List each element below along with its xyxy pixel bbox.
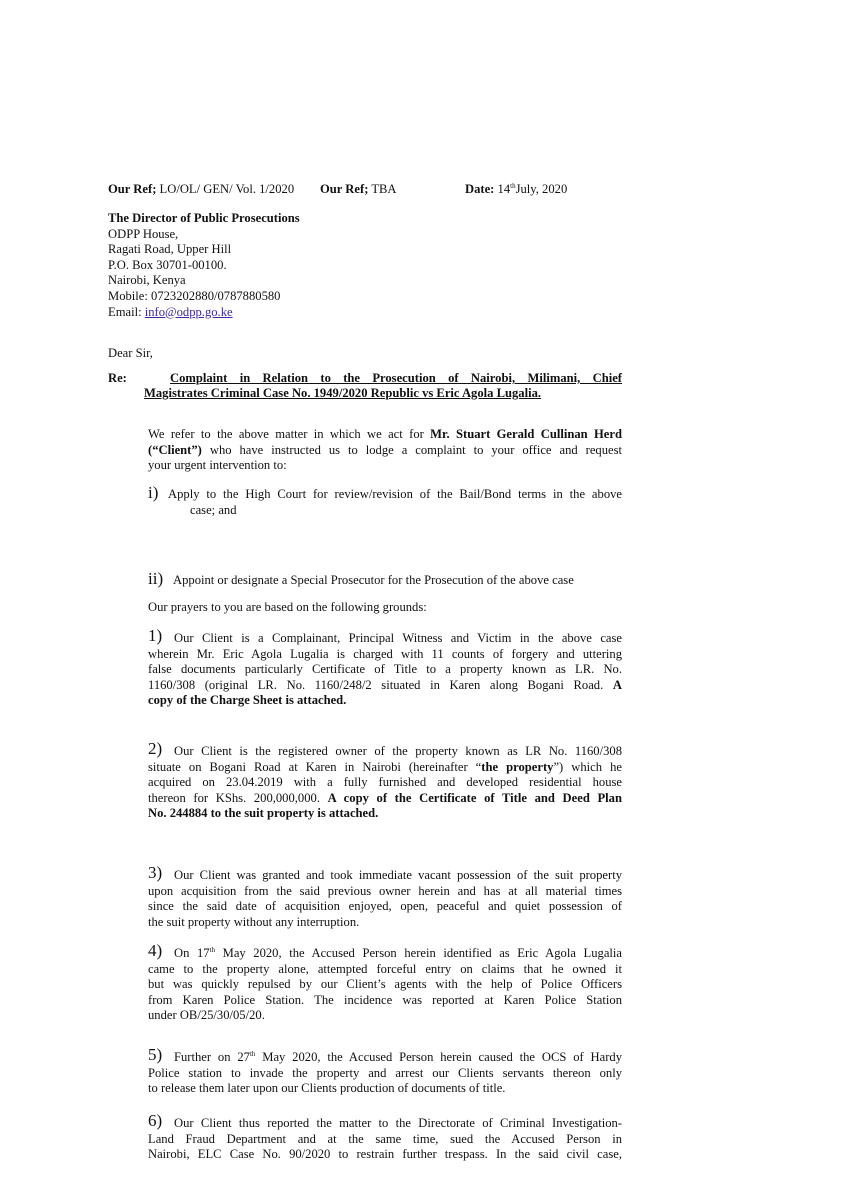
re-subject-line-1: Complaint in Relation to the Prosecution of Nairobi, Milimani, Chief (170, 371, 622, 385)
ground-number: 5) (148, 1045, 163, 1064)
mobile-line: Mobile: 0723202880/0787880580 (108, 288, 281, 303)
address-line: ODPP House, (108, 226, 179, 241)
ground-item: 3) Our Client was granted and took immediate vacant possession of the suit property upon acquisition from the said previous owner herein and has at all material times since the said date of acquisition enjoyed, open, peaceful and quiet possession of the suit property without any interruption. (148, 863, 622, 929)
request-item: i) Apply to the High Court for review/revision of the Bail/Bond terms in the above case; and (148, 483, 622, 517)
ground-item: 6) Our Client thus reported the matter to the Directorate of Criminal Investigation- Land Fraud Department and at the same time, sued the Accused Person in Nairobi, ELC Case No. 90/2020 to restrain further trespass. In the said civil case, (148, 1111, 622, 1162)
ground-item: 4) On 17th May 2020, the Accused Person herein identified as Eric Agola Lugalia came to the property alone, attempted forceful entry on claims that he owned it but was quickly repulsed by our Client’s agents with the help of Police Officers from Karen Police Station. The incidence was reported at Karen Police Station under OB/25/30/05/20. (148, 941, 622, 1023)
request-number: i) (148, 483, 159, 502)
address-line: P.O. Box 30701-00100. (108, 257, 227, 272)
letter-date: Date: 14thJuly, 2020 (465, 182, 568, 196)
re-subject-line-2: Magistrates Criminal Case No. 1949/2020 Republic vs Eric Agola Lugalia. (144, 386, 542, 400)
our-ref-2: Our Ref; TBA (320, 182, 397, 196)
email-link[interactable]: info@odpp.go.ke (144, 304, 233, 319)
our-ref-1: Our Ref; LO/OL/ GEN/ Vol. 1/2020 (108, 182, 295, 196)
recipient-address (108, 211, 300, 320)
ground-item: 1) Our Client is a Complainant, Principal Witness and Victim in the above case wherein Mr. Eric Agola Lugalia is charged with 11 counts of forgery and uttering false documents particularly Certificate of Title to a property known as LR. No. 1160/308 (original LR. No. 1160/248/2 situated in Karen along Bogani Road. A copy of the Charge Sheet is attached. (148, 626, 623, 708)
email-line: Email: info@odpp.go.ke (108, 304, 233, 319)
recipient-title: The Director of Public Prosecutions (108, 211, 300, 225)
salutation: Dear Sir, (108, 346, 153, 360)
request-number: ii) (148, 569, 164, 588)
address-line: Ragati Road, Upper Hill (108, 242, 232, 257)
ground-number: 4) (148, 941, 163, 960)
reference-line (108, 182, 608, 198)
ground-number: 2) (148, 739, 163, 758)
ground-number: 6) (148, 1111, 163, 1130)
grounds-intro: Our prayers to you are based on the following grounds: (148, 600, 427, 614)
request-item: ii) Appoint or designate a Special Prosecutor for the Prosecution of the above case (148, 569, 574, 588)
ground-number: 3) (148, 863, 163, 882)
ground-number: 1) (148, 626, 163, 645)
intro-paragraph: We refer to the above matter in which we act for Mr. Stuart Gerald Cullinan Herd (“Client”) who have instructed us to lodge a complaint to your office and request your urgent intervention to: (148, 427, 622, 473)
address-line: Nairobi, Kenya (108, 273, 186, 288)
re-label: Re: (108, 371, 127, 385)
ground-item: 5) Further on 27th May 2020, the Accused Person herein caused the OCS of Hardy Police station to invade the property and arrest our Clients servants thereon only to release them later upon our Clients production of documents of title. (148, 1045, 622, 1096)
ground-item: 2) Our Client is the registered owner of the property known as LR No. 1160/308 situate on Bogani Road at Karen in Nairobi (hereinafter “the property”) which he acquired on 23.04.2019 with a fully furnished and developed residential house thereon for KShs. 200,000,000. A copy of the Certificate of Title and Deed Plan No. 244884 to the suit property is attached. (148, 739, 622, 821)
